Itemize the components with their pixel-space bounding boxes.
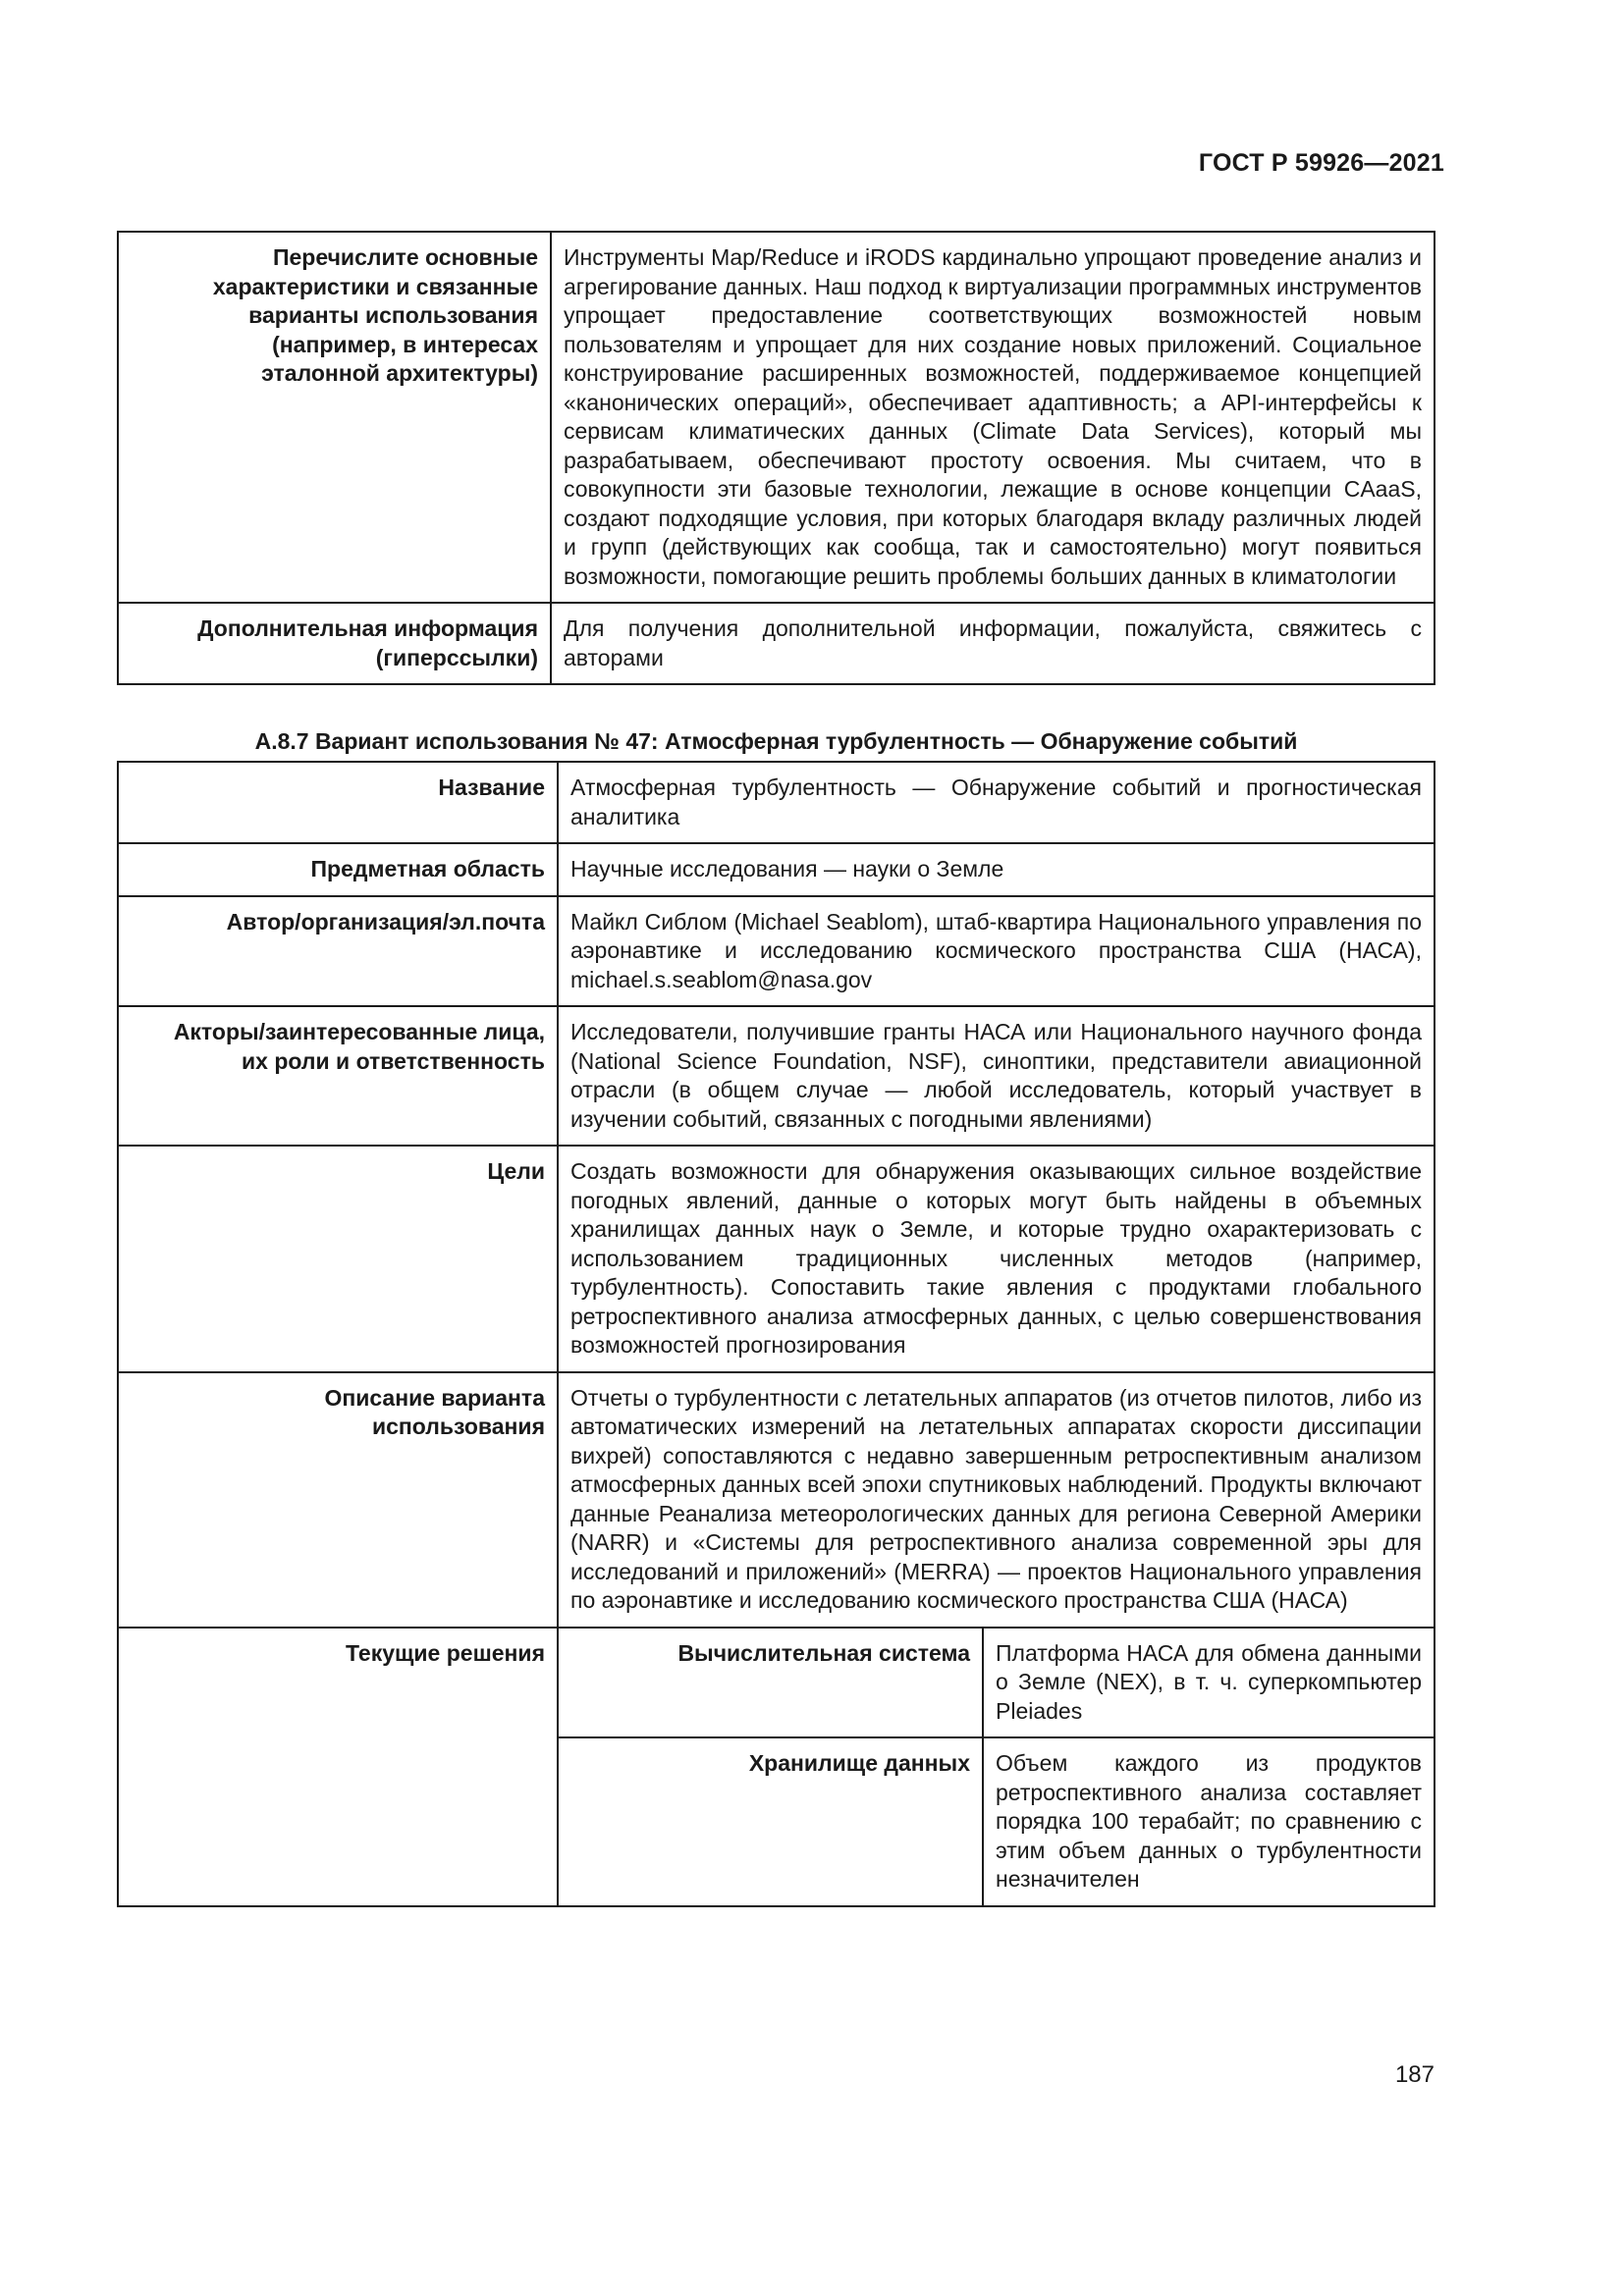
row-value-name: Атмосферная турбулентность — Обнаружение событий и прогностическая аналитика: [558, 762, 1435, 843]
row-value-domain: Научные исследования — науки о Земле: [558, 843, 1435, 896]
sub-label-compute-system: Вычислительная система: [558, 1628, 983, 1738]
row-value-author: Майкл Сиблом (Michael Seablom), штаб-квартира Национального управления по аэронавтике и исследованию космического пространства США (НАСА), michael.s.seablom@nasa.gov: [558, 896, 1435, 1007]
table-row: [118, 603, 1435, 684]
row-value-actors: Исследователи, получившие гранты НАСА или Национального научного фонда (National Science Foundation, NSF), синоптики, представители авиационной отрасли (в общем случае — любой исследователь, который участвует в изучении событий, связанных с погодными явлениями): [558, 1006, 1435, 1146]
standard-code: ГОСТ Р 59926—2021: [1198, 149, 1444, 177]
table-row: [118, 1372, 1435, 1628]
page-number: 187: [1394, 2061, 1435, 2088]
row-label-domain: Предметная область: [118, 843, 558, 896]
use-case-table-continued: [117, 231, 1435, 685]
row-label-goals: Цели: [118, 1146, 558, 1372]
table-row: [118, 1628, 1435, 1738]
use-case-47-table: [117, 761, 1435, 1907]
row-label-name: Название: [118, 762, 558, 843]
table-row: [118, 1006, 1435, 1146]
row-label-characteristics: Перечислите основные характеристики и связанные варианты использования (например, в интересах эталонной архитектуры): [118, 232, 551, 603]
row-label-actors: Акторы/заинтересованные лица, их роли и ответственность: [118, 1006, 558, 1146]
row-value-description: Отчеты о турбулентности с летательных аппаратов (из отчетов пилотов, либо из автоматических измерений на летательных аппаратах скорости диссипации вихрей) сопоставляются с недавно завершенным ретроспективным анализом атмосферных данных всей эпохи спутниковых наблюдений. Продукты включают данные Реанализа метеорологических данных для региона Северной Америки (NARR) и «Системы для ретроспективного анализа современной эры для исследований и приложений» (MERRA) — проектов Национального управления по аэронавтике и исследованию космического пространства США (НАСА): [558, 1372, 1435, 1628]
table-row: [118, 232, 1435, 603]
sub-value-data-storage: Объем каждого из продуктов ретроспективного анализа составляет порядка 100 терабайт; по сравнению с этим объем данных о турбулентности незначителен: [983, 1737, 1435, 1906]
row-value-characteristics: Инструменты Map/Reduce и iRODS кардинально упрощают проведение анализ и агрегирование данных. Наш подход к виртуализации программных инструментов упрощает предоставление соответствующих возможностей новым пользователям и упрощает для них создание новых приложений. Социальное конструирование расширенных возможностей, поддерживаемое концепцией «канонических операций», обеспечивает адаптивность; а API-интерфейсы к сервисам климатических данных (Climate Data Services), который мы разрабатываем, обеспечивают простоту освоения. Мы считаем, что в совокупности эти базовые технологии, лежащие в основе концепции CAaaS, создают подходящие условия, при которых благодаря вкладу различных людей и групп (действующих как сообща, так и самостоятельно) могут появиться возможности, помогающие решить проблемы больших данных в климатологии: [551, 232, 1435, 603]
row-value-additional-info: Для получения дополнительной информации, пожалуйста, свяжитесь с авторами: [551, 603, 1435, 684]
row-label-current-solutions: Текущие решения: [118, 1628, 558, 1906]
table-row: [118, 1146, 1435, 1372]
row-label-author: Автор/организация/эл.почта: [118, 896, 558, 1007]
row-label-additional-info: Дополнительная информация (гиперссылки): [118, 603, 551, 684]
section-title: А.8.7 Вариант использования № 47: Атмосферная турбулентность — Обнаружение событий: [254, 728, 1298, 754]
row-value-goals: Создать возможности для обнаружения оказывающих сильное воздействие погодных явлений, данные о которых могут быть найдены в объемных хранилищах данных наук о Земле, и которые трудно охарактеризовать с использованием традиционных численных методов (например, турбулентность). Сопоставить такие явления с продуктами глобального ретроспективного анализа атмосферных данных, с целью совершенствования возможностей прогнозирования: [558, 1146, 1435, 1372]
sub-label-data-storage: Хранилище данных: [558, 1737, 983, 1906]
table-row: [118, 843, 1435, 896]
sub-value-compute-system: Платформа НАСА для обмена данными о Земле (NEX), в т. ч. суперкомпьютер Pleiades: [983, 1628, 1435, 1738]
table-row: [118, 896, 1435, 1007]
table-row: [118, 762, 1435, 843]
row-label-description: Описание варианта использования: [118, 1372, 558, 1628]
